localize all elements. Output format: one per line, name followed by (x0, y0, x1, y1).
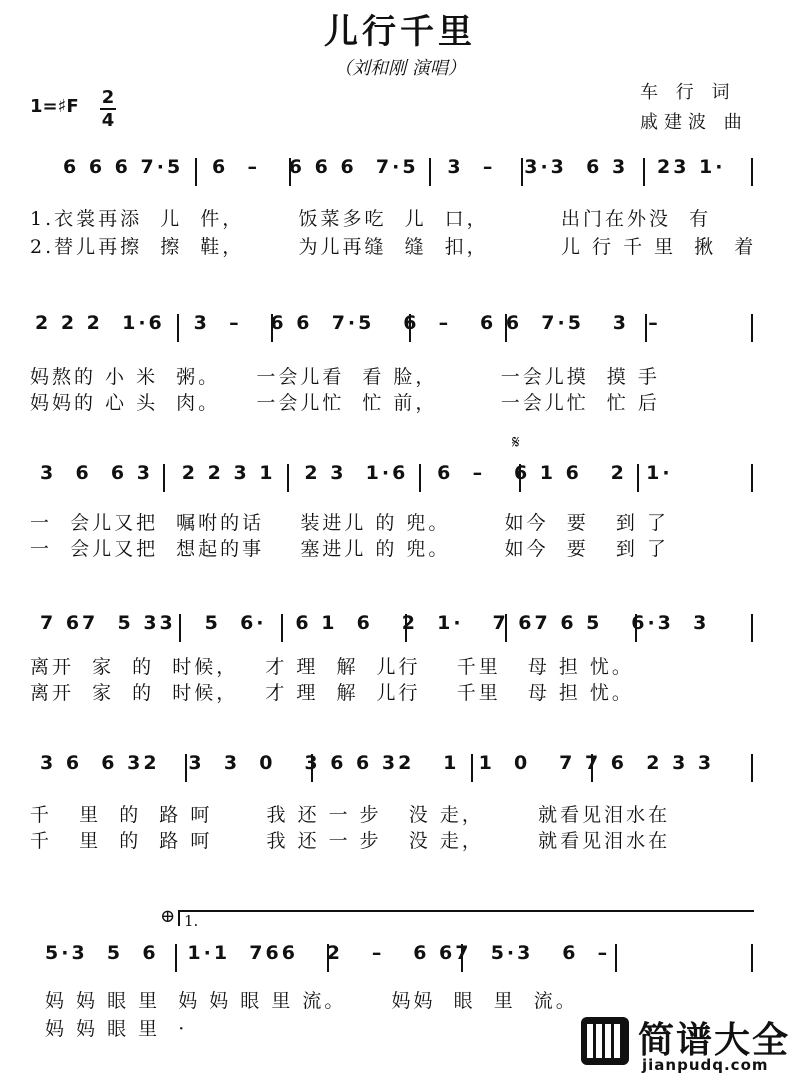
lyrics-verse-2: 妈妈的 心 头 肉。 一会儿忙 忙 前， 一会儿忙 忙 后 (30, 392, 660, 414)
lyrics-verse-1: 离开 家 的 时候， 才 理 解 儿行 千里 母 担 忧。 (30, 656, 634, 678)
time-top: 2 (101, 87, 115, 108)
lyrics-verse-2: 2.替儿再擦 擦 鞋， 为儿再缝 缝 扣， 儿 行 千 里 揪 着 (30, 236, 757, 258)
logo-text: 简谱大全 (638, 1020, 791, 1061)
lyrics-verse-1: 1.衣裳再添 儿 件， 饭菜多吃 儿 口， 出门在外没 有 (30, 208, 712, 230)
system-2 (35, 306, 755, 350)
song-subtitle: （刘和刚 演唱） (334, 58, 466, 79)
time-bottom: 4 (101, 110, 115, 131)
notes-line: 3 6 6 32 3 3 0 3 6 6 32 1 1 0 7 7 6 2 3 3 (40, 752, 715, 774)
coda-mark: ⊕ (160, 906, 176, 927)
notes-line: 2 2 2 1·6 3 – 6 6 7·5 6 – 6 6 7·5 3 – (35, 312, 661, 334)
notes-line: 5·3 5 6 1·1 766 2 – 6 67 5·3 6 – (45, 942, 611, 964)
system-4 (35, 606, 755, 650)
notes-line: 6 6 6 7·5 6 – 6 6 6 7·5 3 – 3·3 6 3 23 1· (63, 156, 726, 178)
lyrics-verse-1: 千 里 的 路 呵 我 还 一 步 没 走， 就看见泪水在 (30, 804, 671, 826)
song-title: 儿行千里 (324, 12, 476, 52)
lyricist-credit: 车 行 词 (640, 82, 736, 103)
composer-credit: 戚建波 曲 (640, 112, 748, 133)
system-6 (35, 936, 755, 980)
volta-label: 1. (184, 912, 199, 930)
lyrics-verse-2: 离开 家 的 时候， 才 理 解 儿行 千里 母 担 忧。 (30, 682, 634, 704)
system-3 (35, 456, 755, 500)
notes-line: 7 67 5 33 5 6· 6 1 6 2 1· 7 67 6 5 6·3 3 (40, 612, 710, 634)
lyrics-verse-2: 一 会儿又把 想起的事 塞进儿 的 兜。 如今 要 到 了 (30, 538, 669, 560)
lyrics-verse-1: 妈熬的 小 米 粥。 一会儿看 看 脸， 一会儿摸 摸 手 (30, 366, 660, 388)
system-1 (35, 150, 755, 194)
lyrics-verse-2: 妈 妈 眼 里 · (45, 1018, 188, 1040)
lyrics-verse-1: 妈 妈 眼 里 妈 妈 眼 里 流。 妈妈 眼 里 流。 (45, 990, 578, 1012)
site-logo (580, 1012, 792, 1076)
segno-mark: 𝄋 (512, 432, 520, 453)
piano-keys-icon (580, 1016, 630, 1066)
logo-url: jianpudq.com (642, 1056, 769, 1074)
notes-line: 3 6 6 3 2 2 3 1 2 3 1·6 6 – 6 1 6 2 1· (40, 462, 673, 484)
time-signature (100, 88, 116, 130)
system-5 (35, 746, 755, 790)
key-signature: 1=♯F (30, 96, 79, 117)
first-ending-bracket (178, 910, 754, 926)
lyrics-verse-2: 千 里 的 路 呵 我 还 一 步 没 走， 就看见泪水在 (30, 830, 671, 852)
lyrics-verse-1: 一 会儿又把 嘱咐的话 装进儿 的 兜。 如今 要 到 了 (30, 512, 669, 534)
